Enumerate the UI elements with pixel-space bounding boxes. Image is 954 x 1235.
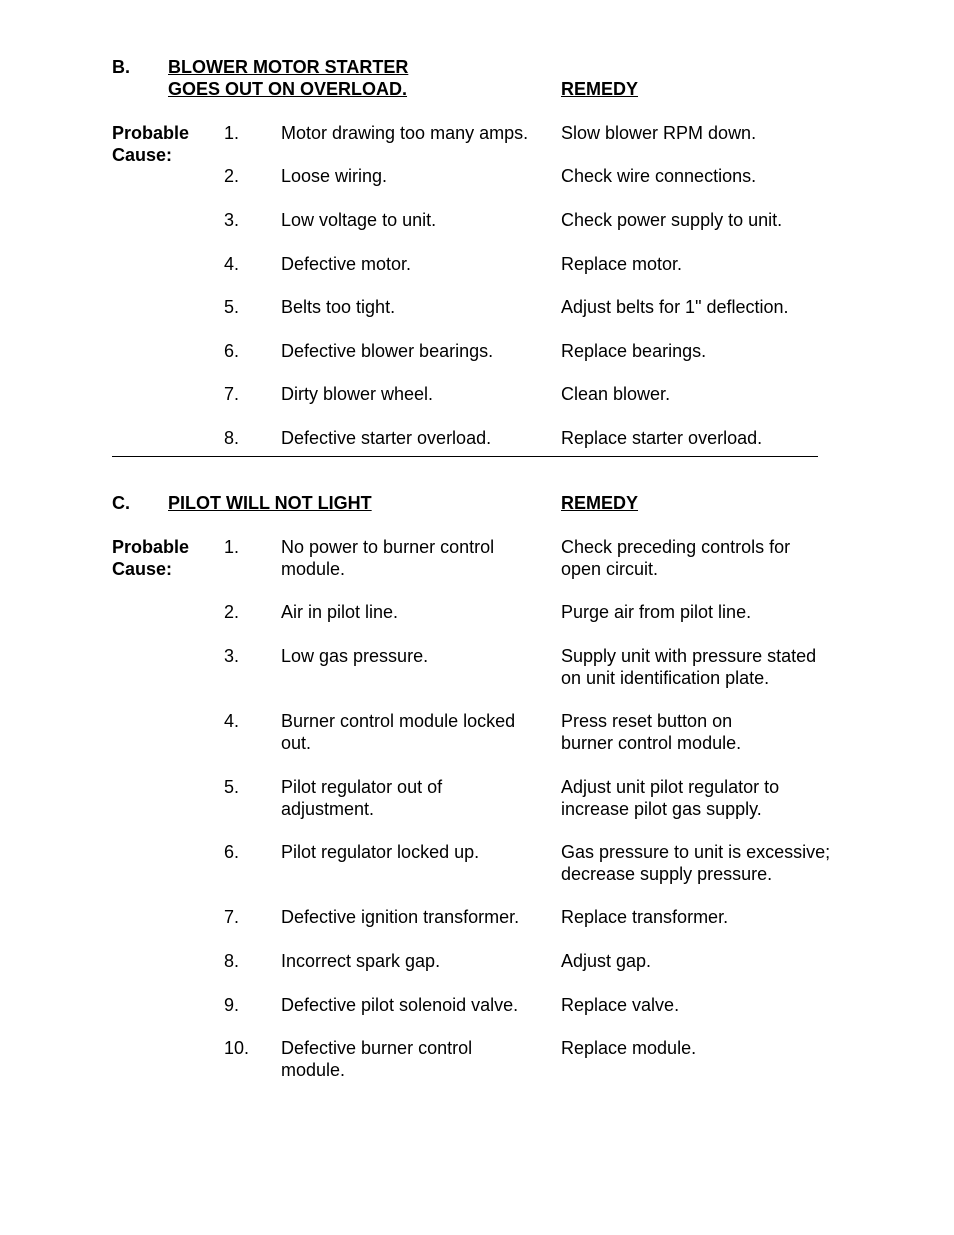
section-b-title-line2: GOES OUT ON OVERLOAD. (168, 79, 408, 99)
row-remedy: Adjust gap. (561, 951, 652, 971)
row-remedy: Check wire connections. (561, 166, 757, 186)
row-cause: Defective burner control module. (281, 1038, 473, 1080)
row-number: 7. (224, 907, 240, 927)
section-b-letter: B. (112, 57, 130, 77)
row-cause: Belts too tight. (281, 297, 396, 317)
section-b-probable-label: Probable (112, 123, 190, 143)
row-number: 6. (224, 842, 240, 862)
row-cause: Low gas pressure. (281, 646, 429, 666)
row-remedy: Supply unit with pressure stated on unit identification plate. (561, 646, 817, 688)
row-cause: Pilot regulator locked up. (281, 842, 480, 862)
row-remedy: Replace motor. (561, 254, 683, 274)
section-c-probable-label: Probable (112, 537, 190, 557)
row-number: 6. (224, 341, 240, 361)
row-number: 2. (224, 166, 240, 186)
row-number: 3. (224, 646, 240, 666)
section-c-remedy-heading: REMEDY (561, 493, 639, 513)
row-cause: Defective starter overload. (281, 428, 492, 448)
row-remedy: Replace valve. (561, 995, 680, 1015)
row-number: 8. (224, 951, 240, 971)
row-remedy: Purge air from pilot line. (561, 602, 752, 622)
row-remedy: Replace starter overload. (561, 428, 763, 448)
section-divider (112, 456, 818, 457)
row-number: 3. (224, 210, 240, 230)
row-cause: Motor drawing too many amps. (281, 123, 529, 143)
row-cause: Pilot regulator out of adjustment. (281, 777, 443, 819)
row-number: 9. (224, 995, 240, 1015)
row-cause: Defective ignition transformer. (281, 907, 520, 927)
row-number: 4. (224, 254, 240, 274)
row-number: 1. (224, 537, 240, 557)
row-remedy: Replace bearings. (561, 341, 707, 361)
row-remedy: Replace module. (561, 1038, 697, 1058)
section-b-cause-label: Cause: (112, 145, 173, 165)
row-number: 5. (224, 297, 240, 317)
row-number: 1. (224, 123, 240, 143)
row-number: 7. (224, 384, 240, 404)
section-b-remedy-heading: REMEDY (561, 79, 639, 99)
section-c-letter: C. (112, 493, 130, 513)
row-remedy: Check power supply to unit. (561, 210, 783, 230)
row-remedy: Adjust unit pilot regulator to increase pilot gas supply. (561, 777, 780, 819)
row-remedy: Adjust belts for 1" deflection. (561, 297, 789, 317)
row-cause: Burner control module locked out. (281, 711, 516, 753)
row-cause: Incorrect spark gap. (281, 951, 441, 971)
section-c-cause-label: Cause: (112, 559, 173, 579)
row-cause: Air in pilot line. (281, 602, 399, 622)
row-number: 10. (224, 1038, 250, 1058)
row-remedy: Check preceding controls for open circuit. (561, 537, 791, 579)
row-cause: No power to burner control module. (281, 537, 495, 579)
row-remedy: Clean blower. (561, 384, 671, 404)
row-cause: Low voltage to unit. (281, 210, 437, 230)
row-cause: Dirty blower wheel. (281, 384, 434, 404)
row-cause: Loose wiring. (281, 166, 388, 186)
section-c-title: PILOT WILL NOT LIGHT (168, 493, 372, 513)
row-remedy: Slow blower RPM down. (561, 123, 757, 143)
row-remedy: Press reset button on burner control module. (561, 711, 742, 753)
row-number: 8. (224, 428, 240, 448)
row-cause: Defective motor. (281, 254, 412, 274)
section-b-title-line1: BLOWER MOTOR STARTER (168, 57, 409, 77)
row-number: 5. (224, 777, 240, 797)
row-cause: Defective pilot solenoid valve. (281, 995, 519, 1015)
row-cause: Defective blower bearings. (281, 341, 494, 361)
row-number: 4. (224, 711, 240, 731)
row-remedy: Replace transformer. (561, 907, 729, 927)
row-number: 2. (224, 602, 240, 622)
row-remedy: Gas pressure to unit is excessive; decrease supply pressure. (561, 842, 831, 884)
